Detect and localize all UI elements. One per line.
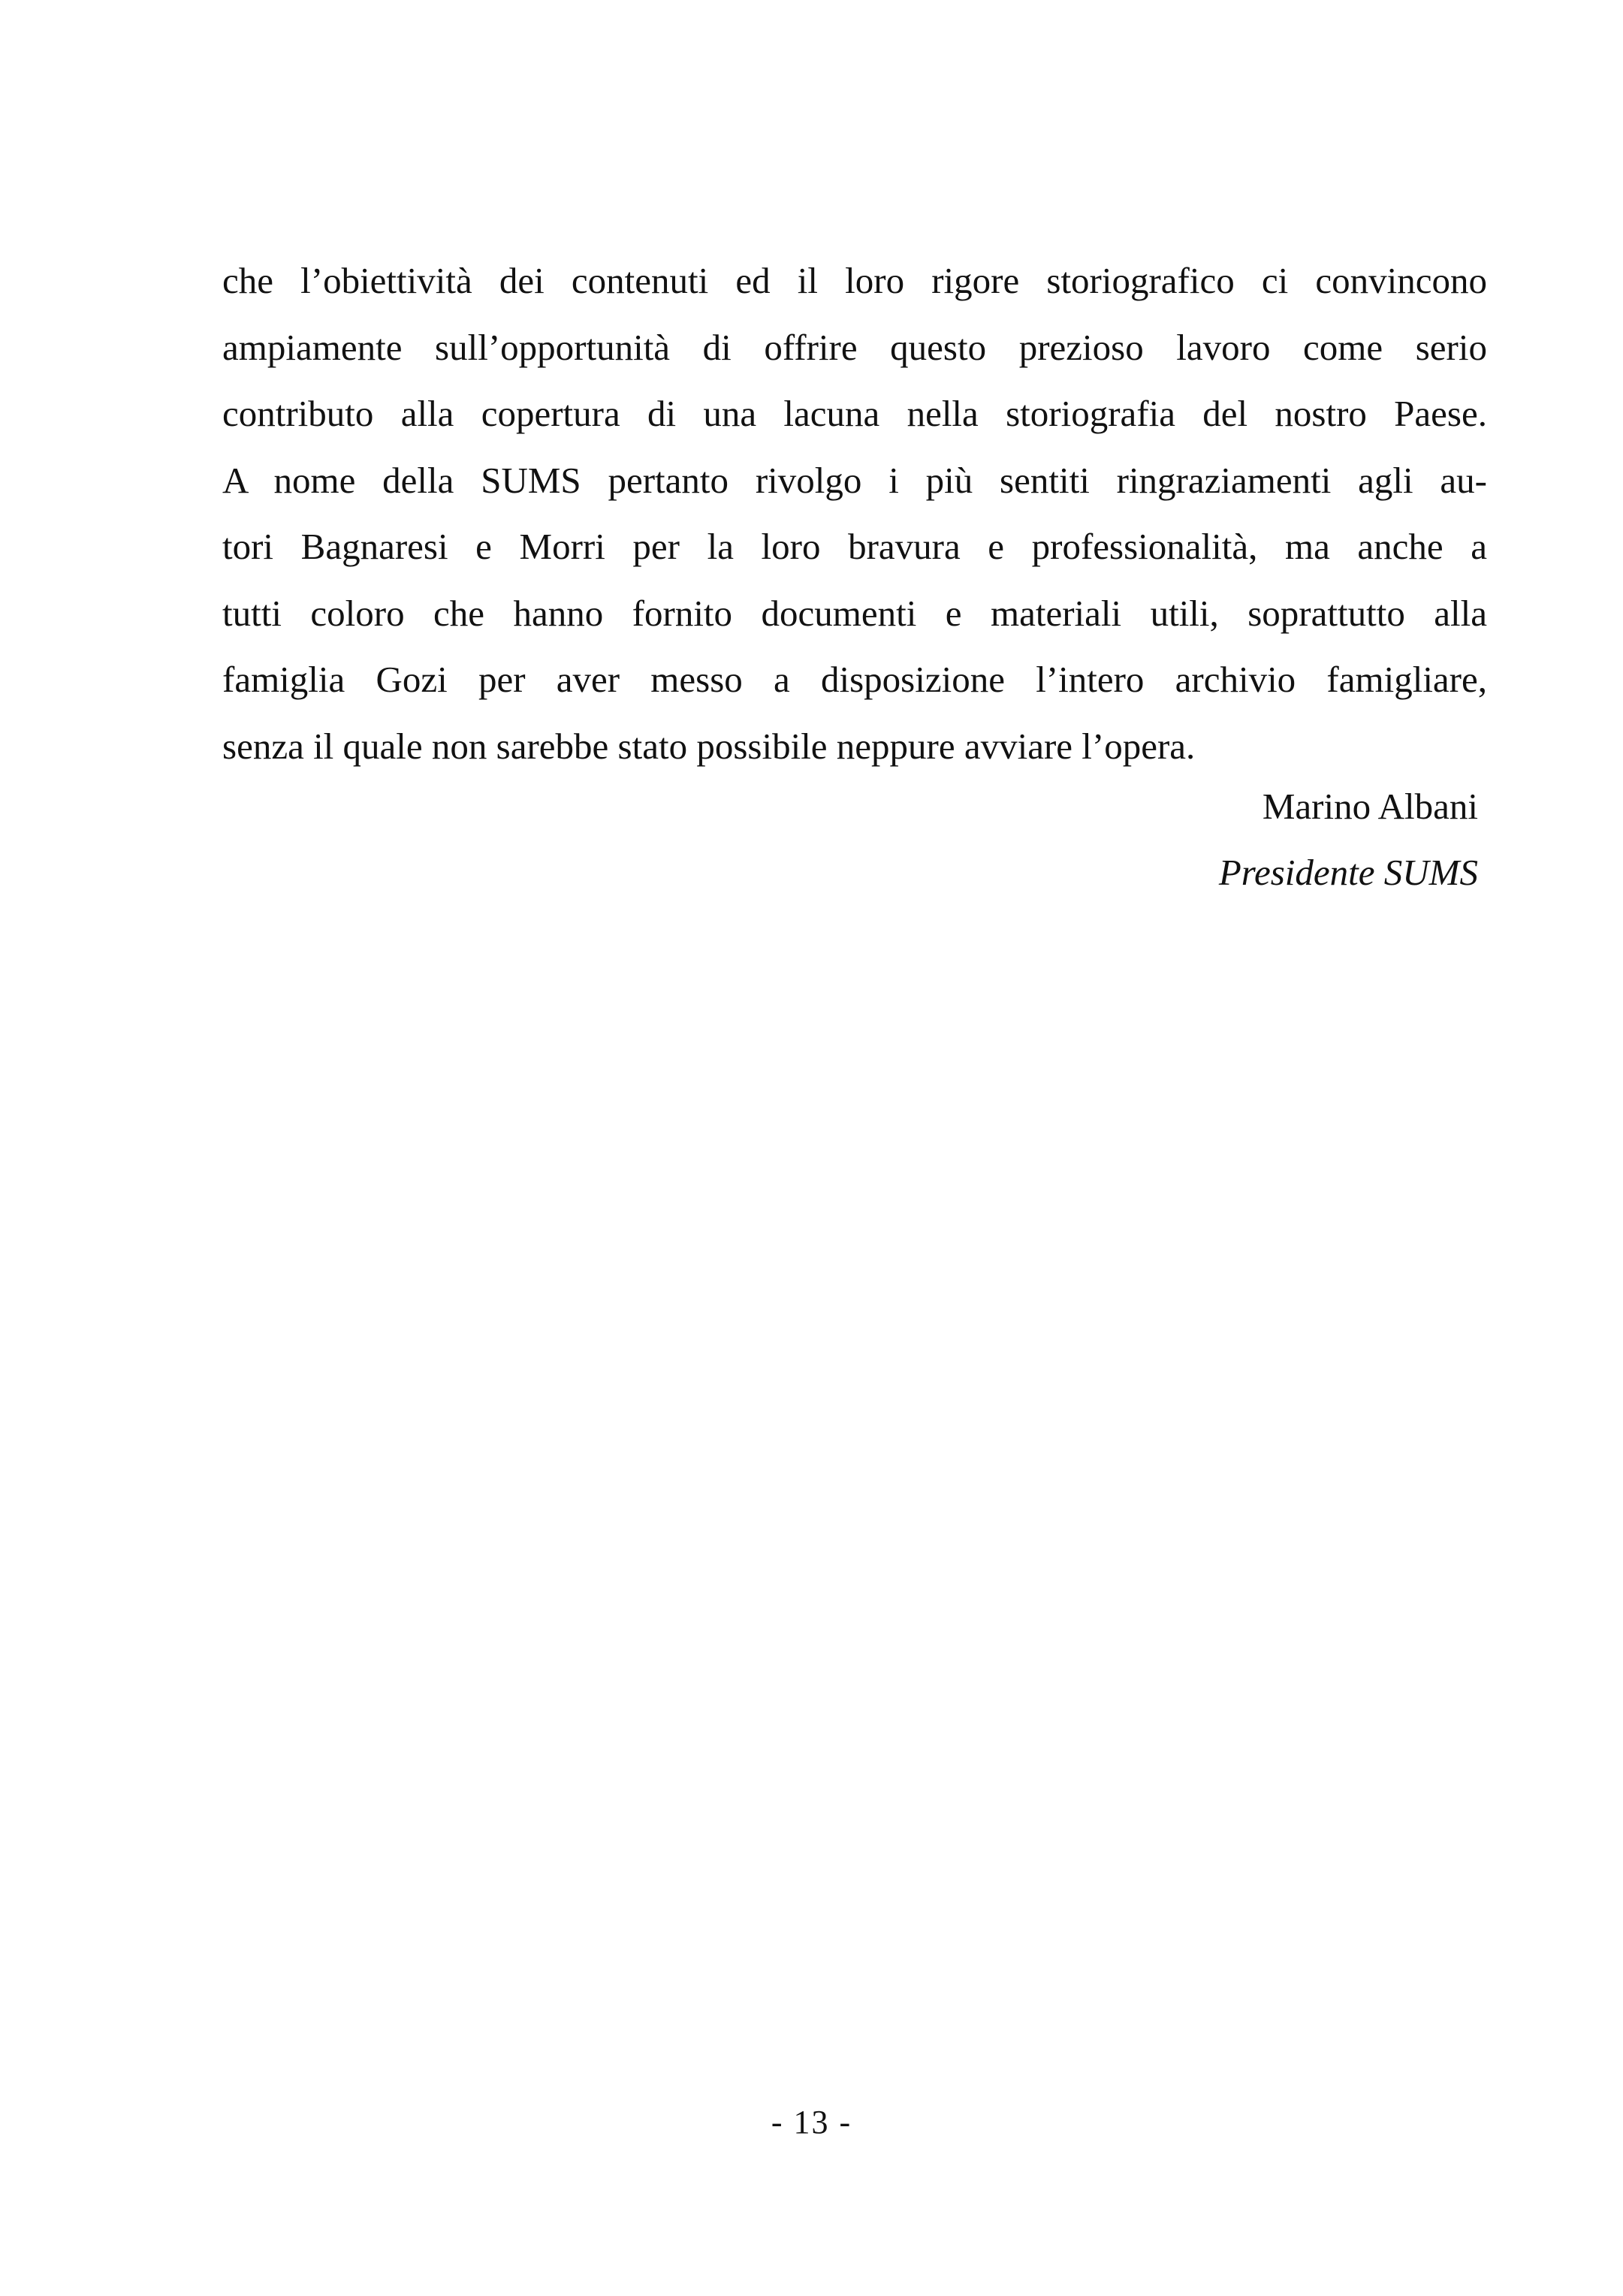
signatory-role: Presidente SUMS — [1218, 852, 1478, 893]
paragraph-line: tutti coloro che hanno fornito documenti e materiali utili, soprattutto alla — [222, 592, 1487, 634]
signature-block — [1219, 774, 1478, 906]
paragraph-line: A nome della SUMS pertanto rivolgo i più sentiti ringraziamenti agli au- — [222, 459, 1487, 501]
paragraph-line: che l’obiettività dei contenuti ed il loro rigore storiografico ci convincono — [222, 260, 1487, 301]
page-number: - 13 - — [771, 2104, 852, 2141]
paragraph-line: ampiamente sull’opportunità di offrire questo prezioso lavoro come serio — [222, 326, 1487, 368]
paragraph-line: famiglia Gozi per aver messo a disposizione l’intero archivio famigliare, — [222, 659, 1487, 700]
signatory-name: Marino Albani — [1262, 786, 1478, 827]
body-paragraph — [222, 248, 1487, 780]
paragraph-line: senza il quale non sarebbe stato possibile neppure avviare l’opera. — [222, 725, 1196, 767]
paragraph-line: contributo alla copertura di una lacuna nella storiografia del nostro Paese. — [222, 393, 1487, 434]
paragraph-line: tori Bagnaresi e Morri per la loro bravura e professionalità, ma anche a — [222, 526, 1487, 567]
